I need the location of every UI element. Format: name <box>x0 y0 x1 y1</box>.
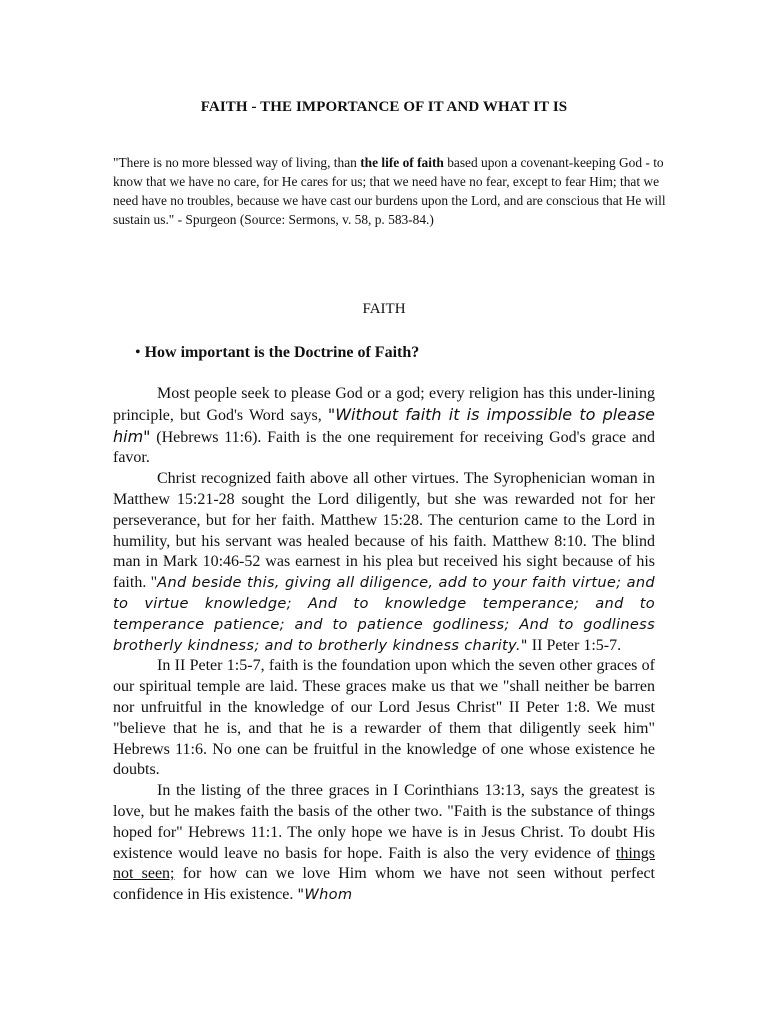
spurgeon-quote <box>113 153 673 229</box>
paragraph-2-text-end: II Peter 1:5-7. <box>527 636 622 654</box>
paragraph-2-italic-quote: And beside this, giving all diligence, add to your faith virtue; and to virtue knowledge; And to knowledge temperance; and to temperance patience; and to patience godliness; And to godliness brotherly kindness; and to brotherly kindness charity." <box>113 574 655 654</box>
quote-text-start: "There is no more blessed way of living, than <box>113 155 361 170</box>
paragraph-4-text-end: for how can we love Him whom we have not seen without perfect confidence in His existence. <box>113 865 656 904</box>
paragraph-1 <box>113 384 655 469</box>
quote-bold-phrase: the life of faith <box>360 155 444 170</box>
paragraph-2 <box>113 469 655 656</box>
paragraph-2-text-start: Christ recognized faith above all other virtues. The Syrophenician woman in Matthew 15:21-28 sought the Lord diligently, but she was rewarded not for her perseverance, but for her faith. Matthew 15:28. The centurion came to the Lord in humility, but his servant was healed because of his faith. Matthew 8:10. The blind man in Mark 10:46-52 was earnest in his plea but received his sight because of his faith. " <box>113 470 655 592</box>
section-heading: FAITH <box>362 301 406 317</box>
paragraph-1-italic-quote: "Without faith it is impossible to please him" <box>113 404 655 446</box>
paragraph-1-text-end: (Hebrews 11:6). Faith is the one requirement for receiving God's grace and favor. <box>113 428 655 467</box>
paragraph-3: In II Peter 1:5-7, faith is the foundation upon which the seven other graces of our spiritual temple are laid. These graces make us that we "shall neither be barren nor unfruitful in the knowledge of our Lord Jesus Christ" II Peter 1:8. We must "believe that he is, and that he is a rewarder of them that diligently seek him" Hebrews 11:6. No one can be fruitful in the knowledge of one whose existence he doubts. <box>113 657 655 779</box>
paragraph-4 <box>113 781 655 906</box>
bullet-heading <box>135 344 419 362</box>
paragraph-4-italic-quote: "Whom <box>297 886 353 904</box>
paragraph-4-text-start: In the listing of the three graces in I Corinthians 13:13, says the greatest is love, but he makes faith the basis of the other two. "Faith is the substance of things hoped for" Hebrews 11:1. The only hope we have is in Jesus Christ. To doubt His existence would leave no basis for hope. Faith is also the very evidence of <box>113 782 655 862</box>
quote-text-end: based upon a covenant-keeping God - to know that we have no care, for He cares for us; that we need have no fear, except to fear Him; that we need have no troubles, because we have cast our burdens upon the Lord, and are conscious that He will sustain us." - Spurgeon (Source: Sermons, v. 58, p. 583-84.) <box>113 155 666 227</box>
document-title: FAITH - THE IMPORTANCE OF IT AND WHAT IT IS <box>200 99 568 115</box>
paragraph-1-text-start: Most people seek to please God or a god; every religion has this under-lining principle, but God's Word says, <box>113 385 655 424</box>
bullet-heading-text: How important is the Doctrine of Faith? <box>144 344 420 361</box>
bullet-icon: • <box>135 344 141 361</box>
body-text <box>113 384 655 906</box>
paragraph-4-underlined-phrase: things not seen; <box>113 844 655 883</box>
